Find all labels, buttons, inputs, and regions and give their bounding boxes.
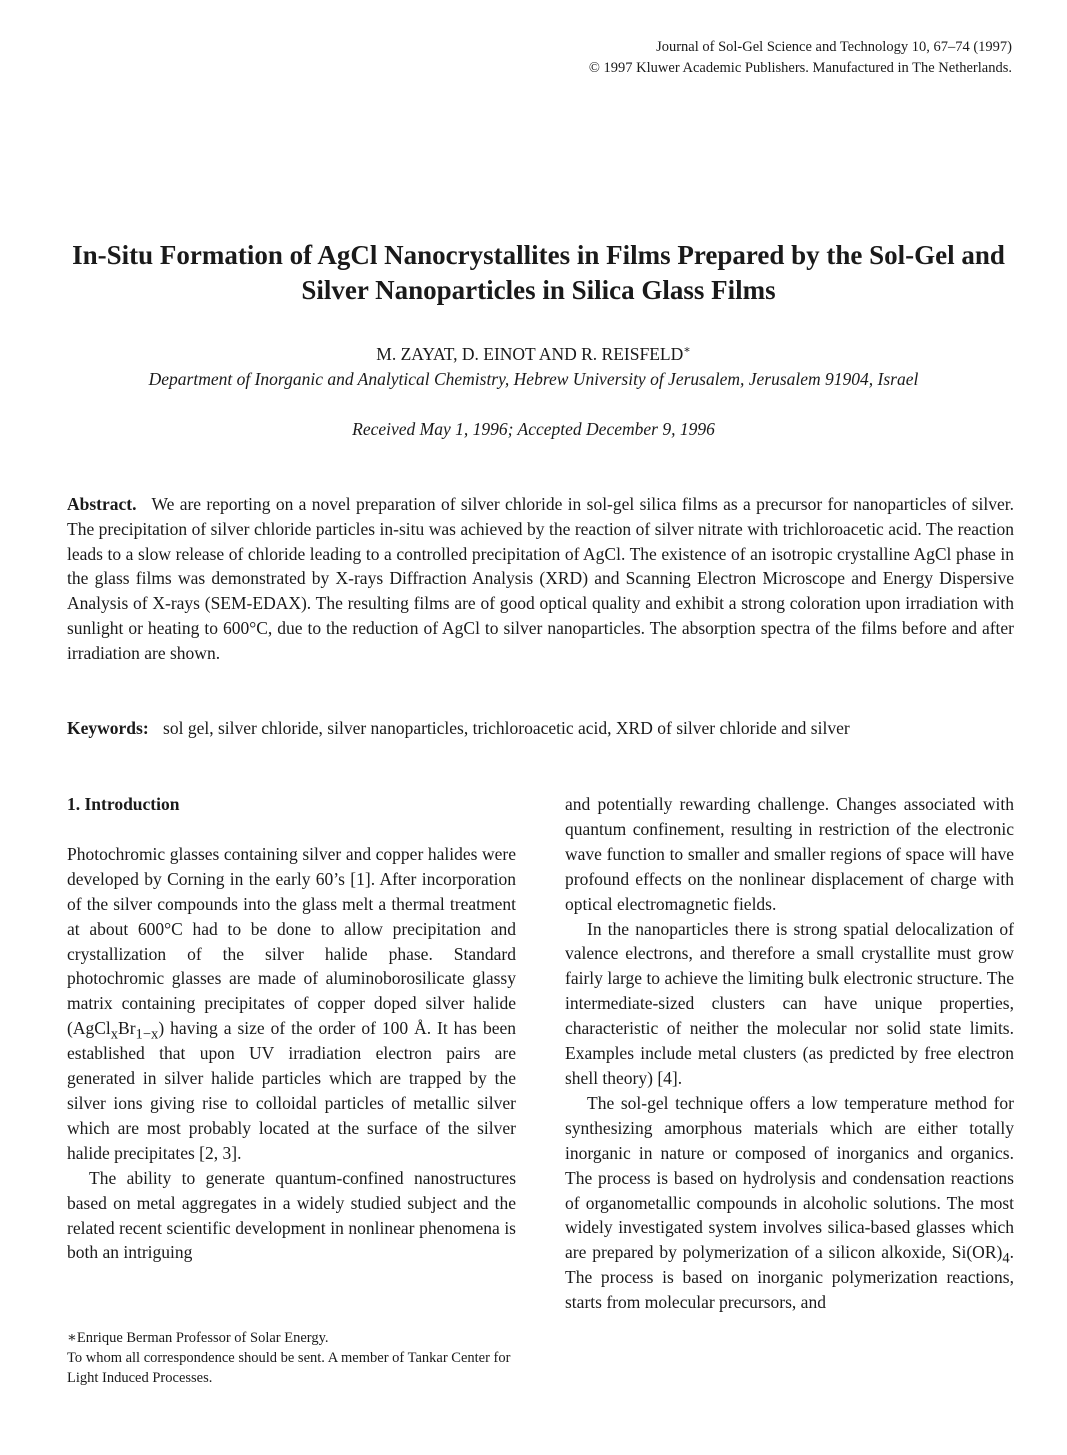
intro-p1-text-a: Photochromic glasses containing silver and copper halides were developed by Corning in the early 60’s [1]. After incorporation of the silver compounds into the glass melt a thermal treatment at about 600°C had to be done to allow precipitation and crystallization of the silver halide phase. Standard photochromic glasses are made of aluminoborosilicate glassy matrix containing precipitates of copper doped silver halide (AgCl [67, 843, 516, 1039]
intro-p1-text-b: ) having a size of the order of 100 Å. It has been established that upon UV irradiation electron pairs are generated in silver halide particles which are trapped by the silver ions giving rise to colloidal particles of metallic silver which are most probably located at the surface of the silver halide precipitates [2, 3]. [67, 1018, 516, 1163]
abstract [67, 492, 1014, 666]
abstract-label: Abstract. [67, 494, 137, 514]
section-heading-introduction: 1. Introduction [67, 794, 180, 814]
journal-header [589, 37, 1012, 79]
author-list [0, 343, 1067, 365]
abstract-text: We are reporting on a novel preparation of silver chloride in sol-gel silica films as a precursor for nanoparticles of silver. The precipitation of silver chloride particles in-situ was achieved by the reaction of silver nitrate with trichloroacetic acid. The reaction leads to a slow release of chloride leading to a controlled precipitation of AgCl. The existence of an isotropic crystalline AgCl phase in the glass films was demonstrated by X-rays Diffraction Analysis (XRD) and Scanning Electron Microscope and Energy Dispersive Analysis of X-rays (SEM-EDAX). The resulting films are of good optical quality and exhibit a strong coloration upon irradiation with sunlight or heating to 600°C, due to the reduction of AgCl to silver nanoparticles. The absorption spectra of the films before and after irradiation are shown. [67, 494, 1015, 663]
subscript-x: x [110, 1026, 119, 1043]
right-paragraph-3 [565, 1091, 1014, 1315]
received-accepted-dates: Received May 1, 1996; Accepted December 9, 1996 [352, 419, 715, 439]
affiliation: Department of Inorganic and Analytical Chemistry, Hebrew University of Jerusalem, Jerusalem 91904, Israel [148, 369, 919, 389]
authors-text: M. ZAYAT, D. EINOT AND R. REISFELD [376, 344, 684, 364]
right-paragraph-1: and potentially rewarding challenge. Changes associated with quantum confinement, resulting in restriction of the electronic wave function to smaller and smaller regions of space will have profound effects on the nonlinear displacement of charge with optical electromagnetic fields. [565, 794, 1014, 914]
author-footnote-mark: ∗ [683, 344, 691, 357]
subscript-1-minus-x: 1−x [135, 1026, 159, 1043]
right-p3-text-a: The sol-gel technique offers a low temperature method for synthesizing amorphous materials which are either totally inorganic in nature or composed of inorganics and organics. The process is based on hydrolysis and condensation reactions of organometallic compounds in alcoholic solutions. The most widely investigated system involves silica-based glasses which are prepared by polymerization of a silicon alkoxide, Si(OR) [565, 1092, 1014, 1263]
right-p3-text-b: . The process is based on inorganic polymerization reactions, starts from molecular precursors, and [565, 1242, 1014, 1313]
copyright-notice: © 1997 Kluwer Academic Publishers. Manufactured in The Netherlands. [588, 60, 1012, 76]
intro-paragraph-2: The ability to generate quantum-confined nanostructures based on metal aggregates in a widely studied subject and the related recent scientific development in nonlinear phenomena is both an intriguing [67, 1167, 516, 1263]
br-symbol: Br [118, 1018, 136, 1039]
intro-paragraph-1 [67, 842, 516, 1166]
keywords-label: Keywords: [67, 718, 149, 738]
right-column [565, 792, 1014, 1315]
footnotes [67, 1328, 516, 1388]
footnote-2: To whom all correspondence should be sent. A member of Tankar Center for Light Induced Processes. [67, 1350, 511, 1386]
keywords [67, 716, 1014, 741]
footnote-1: ∗Enrique Berman Professor of Solar Energy. [67, 1330, 329, 1346]
right-paragraph-2: In the nanoparticles there is strong spatial delocalization of valence electrons, and therefore a small crystallite must grow fairly large to achieve the limiting bulk electronic structure. The intermediate-sized clusters can have unique properties, characteristic of neither the molecular nor solid state limits. Examples include metal clusters (as predicted by free electron shell theory) [4]. [565, 918, 1014, 1088]
keywords-text: sol gel, silver chloride, silver nanoparticles, trichloroacetic acid, XRD of silver chloride and silver [163, 718, 850, 738]
left-column [67, 792, 516, 1265]
journal-citation: Journal of Sol-Gel Science and Technology 10, 67–74 (1997) [656, 39, 1012, 55]
subscript-4: 4 [1002, 1250, 1010, 1267]
paper-title: In-Situ Formation of AgCl Nanocrystallites in Films Prepared by the Sol-Gel and Silver Nanoparticles in Silica Glass Films [72, 240, 1005, 305]
